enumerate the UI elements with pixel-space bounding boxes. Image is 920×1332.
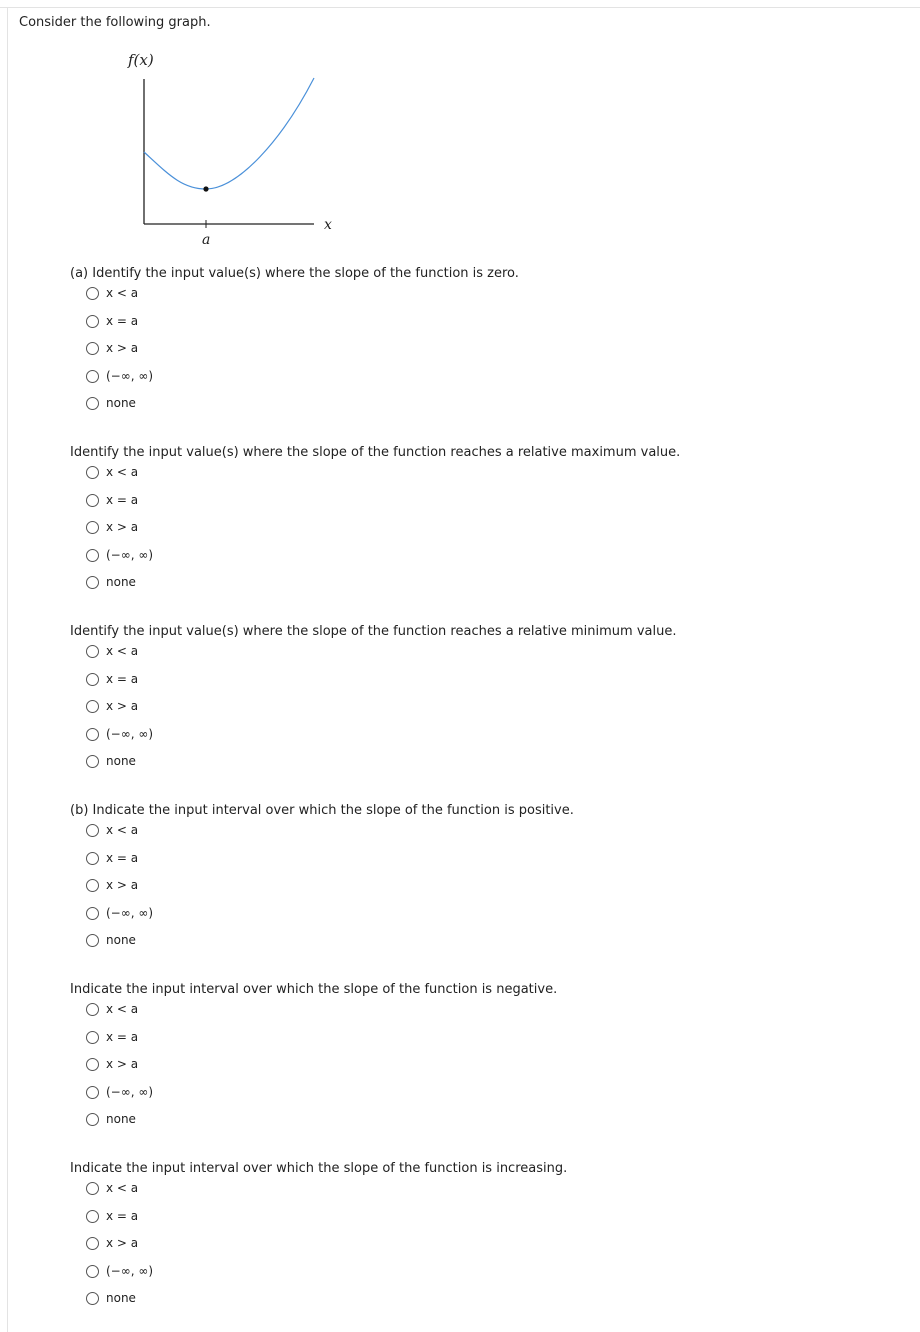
option-label: x = a xyxy=(106,314,139,328)
question-prompt: Indicate the input interval over which the slope of the function is increasing. xyxy=(70,1161,568,1176)
answer-option[interactable] xyxy=(86,821,138,839)
option-label: (−∞, ∞) xyxy=(106,727,154,741)
radio-button[interactable] xyxy=(86,342,99,355)
radio-button[interactable] xyxy=(86,1031,99,1044)
answer-option[interactable] xyxy=(86,725,153,743)
option-label: x = a xyxy=(106,493,139,507)
radio-button[interactable] xyxy=(86,907,99,920)
question-prompt: (a) Identify the input value(s) where the slope of the function is zero. xyxy=(70,266,519,281)
radio-button[interactable] xyxy=(86,824,99,837)
function-graph xyxy=(120,44,350,254)
option-label: (−∞, ∞) xyxy=(106,1085,154,1099)
option-label: x = a xyxy=(106,1209,139,1223)
question-prompt: Indicate the input interval over which the slope of the function is negative. xyxy=(70,982,558,997)
answer-option[interactable] xyxy=(86,931,136,949)
answer-option[interactable] xyxy=(86,491,138,509)
option-label: x = a xyxy=(106,672,139,686)
radio-button[interactable] xyxy=(86,1292,99,1305)
radio-button[interactable] xyxy=(86,1058,99,1071)
question-prompt: (b) Indicate the input interval over which the slope of the function is positive. xyxy=(70,803,574,818)
radio-button[interactable] xyxy=(86,576,99,589)
intro-text: Consider the following graph. xyxy=(19,15,211,30)
answer-option[interactable] xyxy=(86,1262,153,1280)
radio-button[interactable] xyxy=(86,1182,99,1195)
answer-option[interactable] xyxy=(86,670,138,688)
answer-option[interactable] xyxy=(86,367,153,385)
answer-option[interactable] xyxy=(86,876,138,894)
option-label: x < a xyxy=(106,823,139,837)
radio-button[interactable] xyxy=(86,1265,99,1278)
answer-option[interactable] xyxy=(86,642,138,660)
radio-button[interactable] xyxy=(86,700,99,713)
answer-option[interactable] xyxy=(86,312,138,330)
answer-option[interactable] xyxy=(86,1110,136,1128)
answer-option[interactable] xyxy=(86,1207,138,1225)
answer-option[interactable] xyxy=(86,339,138,357)
option-label: x = a xyxy=(106,851,139,865)
answer-option[interactable] xyxy=(86,1055,138,1073)
radio-button[interactable] xyxy=(86,466,99,479)
option-label: none xyxy=(106,396,136,410)
option-label: x < a xyxy=(106,465,139,479)
radio-button[interactable] xyxy=(86,397,99,410)
option-label: none xyxy=(106,1291,136,1305)
option-label: (−∞, ∞) xyxy=(106,1264,154,1278)
option-label: none xyxy=(106,933,136,947)
answer-option[interactable] xyxy=(86,1028,138,1046)
radio-button[interactable] xyxy=(86,1113,99,1126)
minimum-point xyxy=(203,186,208,191)
answer-option[interactable] xyxy=(86,697,138,715)
option-label: x < a xyxy=(106,1181,139,1195)
radio-button[interactable] xyxy=(86,728,99,741)
option-label: x > a xyxy=(106,341,139,355)
radio-button[interactable] xyxy=(86,852,99,865)
option-label: x > a xyxy=(106,1057,139,1071)
radio-button[interactable] xyxy=(86,1086,99,1099)
option-label: x < a xyxy=(106,286,139,300)
radio-button[interactable] xyxy=(86,521,99,534)
option-label: none xyxy=(106,575,136,589)
frame-left-border xyxy=(7,7,8,1332)
answer-option[interactable] xyxy=(86,546,153,564)
function-curve xyxy=(144,78,314,189)
radio-button[interactable] xyxy=(86,645,99,658)
radio-button[interactable] xyxy=(86,1210,99,1223)
option-label: x < a xyxy=(106,1002,139,1016)
answer-option[interactable] xyxy=(86,284,138,302)
radio-button[interactable] xyxy=(86,494,99,507)
y-axis-label: f(x) xyxy=(128,51,154,69)
radio-button[interactable] xyxy=(86,1003,99,1016)
answer-option[interactable] xyxy=(86,463,138,481)
radio-button[interactable] xyxy=(86,549,99,562)
option-label: none xyxy=(106,1112,136,1126)
radio-button[interactable] xyxy=(86,755,99,768)
tick-label: a xyxy=(202,232,211,248)
option-label: (−∞, ∞) xyxy=(106,369,154,383)
answer-option[interactable] xyxy=(86,573,136,591)
option-label: x < a xyxy=(106,644,139,658)
radio-button[interactable] xyxy=(86,315,99,328)
question-prompt: Identify the input value(s) where the slope of the function reaches a relative maximum value. xyxy=(70,445,681,460)
option-label: x > a xyxy=(106,699,139,713)
option-label: (−∞, ∞) xyxy=(106,906,154,920)
answer-option[interactable] xyxy=(86,1179,138,1197)
answer-option[interactable] xyxy=(86,394,136,412)
frame-top-border xyxy=(0,7,920,8)
x-axis-label: x xyxy=(324,217,332,233)
option-label: (−∞, ∞) xyxy=(106,548,154,562)
answer-option[interactable] xyxy=(86,1083,153,1101)
answer-option[interactable] xyxy=(86,752,136,770)
question-prompt: Identify the input value(s) where the slope of the function reaches a relative minimum value. xyxy=(70,624,677,639)
option-label: x = a xyxy=(106,1030,139,1044)
radio-button[interactable] xyxy=(86,370,99,383)
radio-button[interactable] xyxy=(86,934,99,947)
radio-button[interactable] xyxy=(86,1237,99,1250)
answer-option[interactable] xyxy=(86,1234,138,1252)
option-label: x > a xyxy=(106,1236,139,1250)
answer-option[interactable] xyxy=(86,904,153,922)
answer-option[interactable] xyxy=(86,518,138,536)
answer-option[interactable] xyxy=(86,1000,138,1018)
answer-option[interactable] xyxy=(86,849,138,867)
option-label: none xyxy=(106,754,136,768)
radio-button[interactable] xyxy=(86,287,99,300)
option-label: x > a xyxy=(106,520,139,534)
radio-button[interactable] xyxy=(86,673,99,686)
option-label: x > a xyxy=(106,878,139,892)
answer-option[interactable] xyxy=(86,1289,136,1307)
radio-button[interactable] xyxy=(86,879,99,892)
